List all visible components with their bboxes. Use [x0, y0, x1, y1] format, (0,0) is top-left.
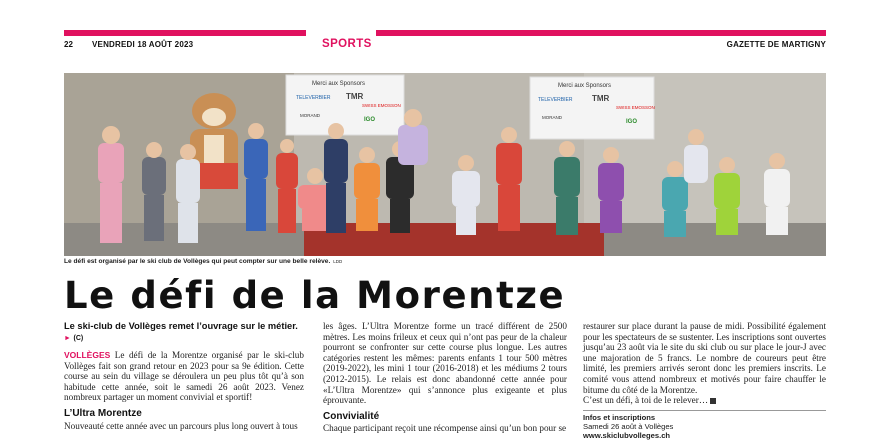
subheading-convivialite: Convivialité [323, 410, 380, 422]
article-photo [64, 73, 826, 256]
subheading-ultra: L’Ultra Morentze [64, 407, 142, 419]
dateline-location: VOLLÈGES [64, 350, 111, 360]
photo-credit: LDD [333, 259, 343, 264]
arrow-icon: ► [64, 335, 71, 342]
article-column-1 [64, 321, 304, 431]
banner-text: Merci aux Sponsors [312, 81, 366, 87]
article-lead [64, 321, 304, 344]
end-mark-icon [710, 398, 716, 404]
info-date: Samedi 26 août à Vollèges [583, 421, 674, 431]
paragraph-continued: restaurer sur place durant la pause de midi. Possibilité également pour les spectateurs de se sustenter. Les inscriptions sont ouvertes jusqu’au 23 août via le site du ski club ou sur place le jour-J avec une majoration de 5 francs. Le nombre de coureurs peut être limité, les premiers arrivés seront donc les premiers inscrits. Le comité vous attend nombreux et motivés pour faire chauffer le bitume du côté de la Morentze. [583, 321, 826, 395]
article-column-2 [323, 321, 567, 434]
caption-text: Le défi est organisé par le ski club de Vollèges qui peut compter sur une belle relève. [64, 258, 331, 265]
article-column-3 [583, 321, 826, 440]
info-box [583, 410, 826, 440]
closing-line: C’est un défi, à toi de le relever… [583, 395, 709, 406]
photo-caption [64, 258, 826, 265]
info-title: Infos et inscriptions [583, 412, 656, 422]
top-accent-bar [64, 30, 826, 36]
sponsor-banner-right [530, 77, 655, 139]
page-header [64, 38, 826, 52]
paragraph-2: Nouveauté cette année avec un parcours plus long ouvert à tous [64, 420, 298, 431]
svg-text:TELEVERBIER: TELEVERBIER [296, 95, 331, 101]
page-number: 22 [64, 40, 73, 49]
article-headline: Le défi de la Morentze [64, 274, 566, 317]
svg-text:MORAND: MORAND [542, 115, 562, 120]
paragraph-1: Le défi de la Morentze organisé par le ski-club Vollèges fait son grand retour en 2023 pour sa 9e édition. Cette course au sein du village se déroulera un peu plus tôt qu’à son habitude cette année, soit le samedi 26 août 2023. Venez nombreux partager un moment convivial et sportif! [64, 350, 304, 403]
sponsor-banner-left [286, 75, 404, 135]
svg-text:Merci aux Sponsors: Merci aux Sponsors [558, 83, 612, 89]
lead-text: Le ski-club de Vollèges remet l’ouvrage sur le métier. [64, 321, 298, 331]
svg-text:TMR: TMR [592, 94, 610, 103]
paragraph-continued: les âges. L’Ultra Morentze forme un tracé différent de 2500 mètres. Les moins frileux et ceux qui n’ont pas peur de la chaleur pourront se confronter sur cette course plus longue. Les autres catégories restent les mêmes: parents enfants 1 tour 500 mètres (2019-2022), les mini 1 tour (2016-2018) et les médiums 2 tours (2012-2015). Le relais est donc abandonné cette année pour «L’Ultra Morentze» qui s’annonce plus exigeante et plus éprouvante. [323, 321, 567, 406]
svg-text:TELEVERBIER: TELEVERBIER [538, 97, 573, 103]
section-label: SPORTS [322, 38, 372, 50]
publication-name: GAZETTE DE MARTIGNY [726, 40, 826, 49]
svg-text:SWISS EMOSSON: SWISS EMOSSON [362, 103, 401, 108]
issue-date: VENDREDI 18 AOÛT 2023 [92, 40, 194, 49]
svg-text:IGO: IGO [626, 119, 638, 125]
info-website: www.skiclubvolleges.ch [583, 430, 671, 440]
svg-text:SWISS EMOSSON: SWISS EMOSSON [616, 105, 655, 110]
svg-text:TMR: TMR [346, 92, 364, 101]
paragraph-3: Chaque participant reçoit une récompense ainsi qu’un bon pour se [323, 423, 567, 434]
svg-text:MORAND: MORAND [300, 113, 320, 118]
author-tag: (C) [73, 335, 84, 342]
svg-text:IGO: IGO [364, 117, 376, 123]
